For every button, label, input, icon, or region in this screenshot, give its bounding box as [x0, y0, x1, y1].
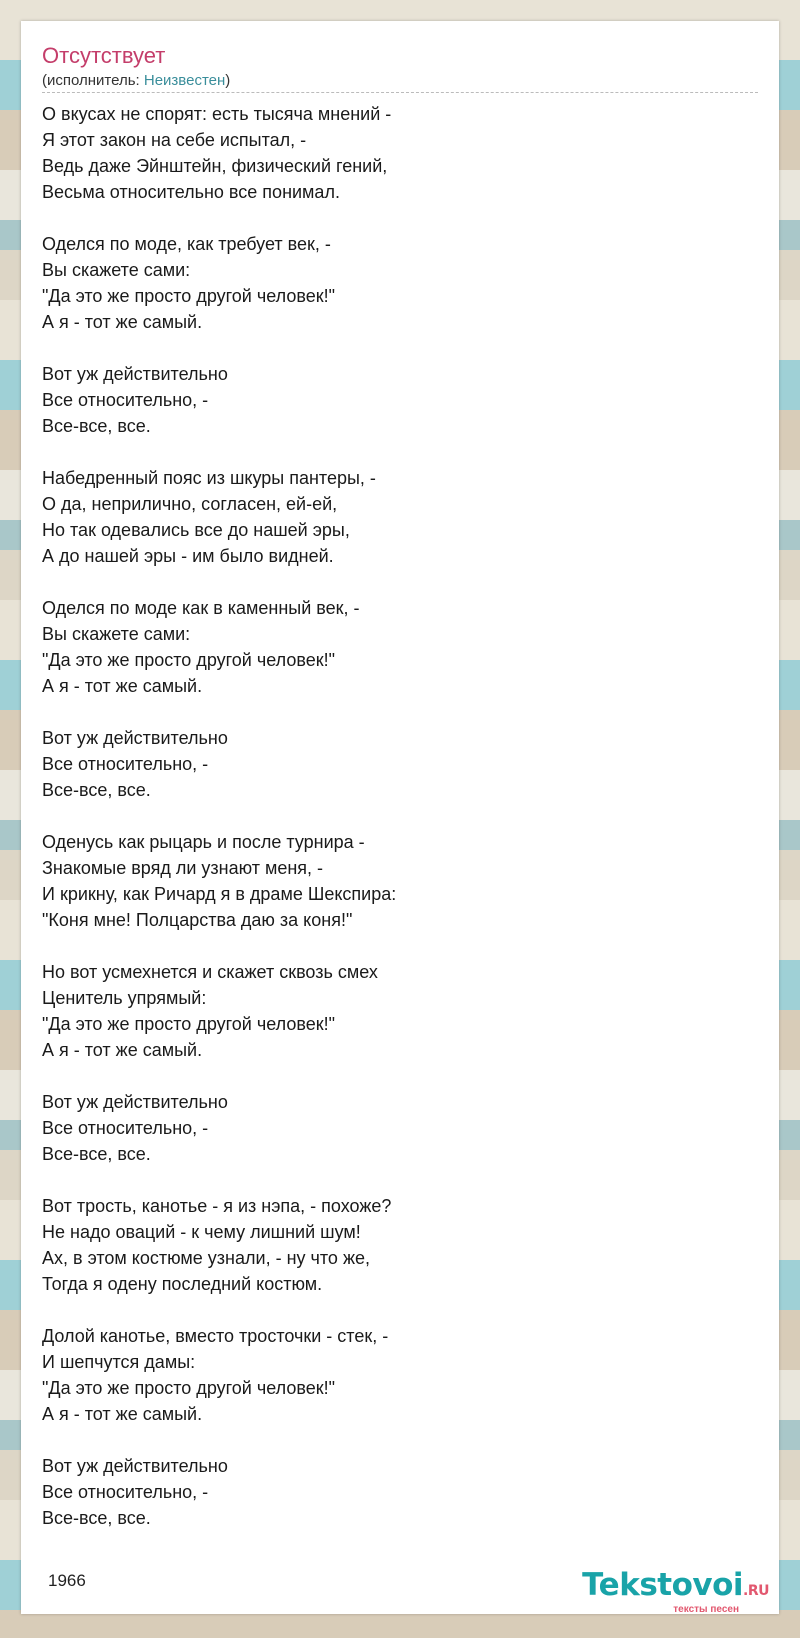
lyrics-line: А я - тот же самый. [42, 676, 203, 696]
lyrics-stanza [42, 1089, 758, 1167]
song-year: 1966 [48, 1571, 86, 1590]
lyrics-line: "Да это же просто другой человек!" [42, 286, 336, 306]
lyrics-line: Долой канотье, вместо тросточки - стек, - [42, 1326, 389, 1346]
lyrics-line: Набедренный пояс из шкуры пантеры, - [42, 468, 376, 488]
artist-suffix: ) [225, 72, 231, 89]
lyrics-card [21, 21, 779, 1614]
lyrics-stanza [42, 725, 758, 803]
logo-tld: .RU [743, 1583, 769, 1599]
lyrics-line: Все-все, все. [42, 1144, 151, 1164]
lyrics-stanza [42, 465, 758, 569]
lyrics-line: Оденусь как рыцарь и после турнира - [42, 832, 365, 852]
lyrics-body [42, 101, 758, 1557]
lyrics-line: А я - тот же самый. [42, 1404, 203, 1424]
site-logo[interactable] [582, 1569, 769, 1615]
lyrics-line: Тогда я одену последний костюм. [42, 1274, 323, 1294]
lyrics-line: И крикну, как Ричард я в драме Шекспира: [42, 884, 397, 904]
lyrics-stanza [42, 829, 758, 933]
lyrics-line: Ценитель упрямый: [42, 988, 207, 1008]
lyrics-line: Вот уж действительно [42, 728, 228, 748]
lyrics-line: "Да это же просто другой человек!" [42, 1378, 336, 1398]
lyrics-stanza [42, 1193, 758, 1297]
lyrics-stanza [42, 231, 758, 335]
lyrics-line: Ах, в этом костюме узнали, - ну что же, [42, 1248, 370, 1268]
lyrics-line: Вы скажете сами: [42, 624, 191, 644]
lyrics-line: Вот уж действительно [42, 1092, 228, 1112]
lyrics-line: О да, неприлично, согласен, ей-ей, [42, 494, 338, 514]
artist-link[interactable]: Неизвестен [143, 72, 226, 89]
artist-line [42, 72, 230, 89]
lyrics-stanza [42, 1323, 758, 1427]
logo-name: Tekstovoi [582, 1567, 744, 1603]
lyrics-line: Знакомые вряд ли узнают меня, - [42, 858, 324, 878]
lyrics-line: А я - тот же самый. [42, 1040, 203, 1060]
lyrics-line: Но так одевались все до нашей эры, [42, 520, 350, 540]
lyrics-stanza [42, 959, 758, 1063]
lyrics-line: Оделся по моде, как требует век, - [42, 234, 331, 254]
lyrics-line: Все относительно, - [42, 390, 209, 410]
lyrics-line: Все-все, все. [42, 780, 151, 800]
lyrics-line: Вы скажете сами: [42, 260, 191, 280]
lyrics-line: Не надо оваций - к чему лишний шум! [42, 1222, 361, 1242]
lyrics-line: А до нашей эры - им было видней. [42, 546, 334, 566]
lyrics-line: Все относительно, - [42, 1118, 209, 1138]
lyrics-stanza [42, 361, 758, 439]
logo-tagline: тексты песен [673, 1604, 739, 1615]
lyrics-line: Я этот закон на себе испытал, - [42, 130, 307, 150]
lyrics-line: "Да это же просто другой человек!" [42, 650, 336, 670]
lyrics-line: О вкусах не спорят: есть тысяча мнений - [42, 104, 392, 124]
lyrics-stanza [42, 595, 758, 699]
lyrics-line: Весьма относительно все понимал. [42, 182, 340, 202]
lyrics-line: "Коня мне! Полцарства даю за коня!" [42, 910, 353, 930]
lyrics-line: Все относительно, - [42, 1482, 209, 1502]
artist-prefix: (исполнитель: [42, 72, 144, 89]
lyrics-line: Вот трость, канотье - я из нэпа, - похоже? [42, 1196, 392, 1216]
lyrics-line: Ведь даже Эйнштейн, физический гений, [42, 156, 388, 176]
lyrics-line: Оделся по моде как в каменный век, - [42, 598, 360, 618]
lyrics-line: Все относительно, - [42, 754, 209, 774]
lyrics-line: Но вот усмехнется и скажет сквозь смех [42, 962, 378, 982]
song-title: Отсутствует [42, 43, 166, 68]
title-divider [42, 92, 758, 93]
lyrics-stanza [42, 101, 758, 205]
lyrics-line: А я - тот же самый. [42, 312, 203, 332]
lyrics-line: "Да это же просто другой человек!" [42, 1014, 336, 1034]
lyrics-line: Вот уж действительно [42, 364, 228, 384]
lyrics-line: Все-все, все. [42, 1508, 151, 1528]
lyrics-line: И шепчутся дамы: [42, 1352, 196, 1372]
lyrics-line: Вот уж действительно [42, 1456, 228, 1476]
lyrics-stanza [42, 1453, 758, 1531]
lyrics-line: Все-все, все. [42, 416, 151, 436]
